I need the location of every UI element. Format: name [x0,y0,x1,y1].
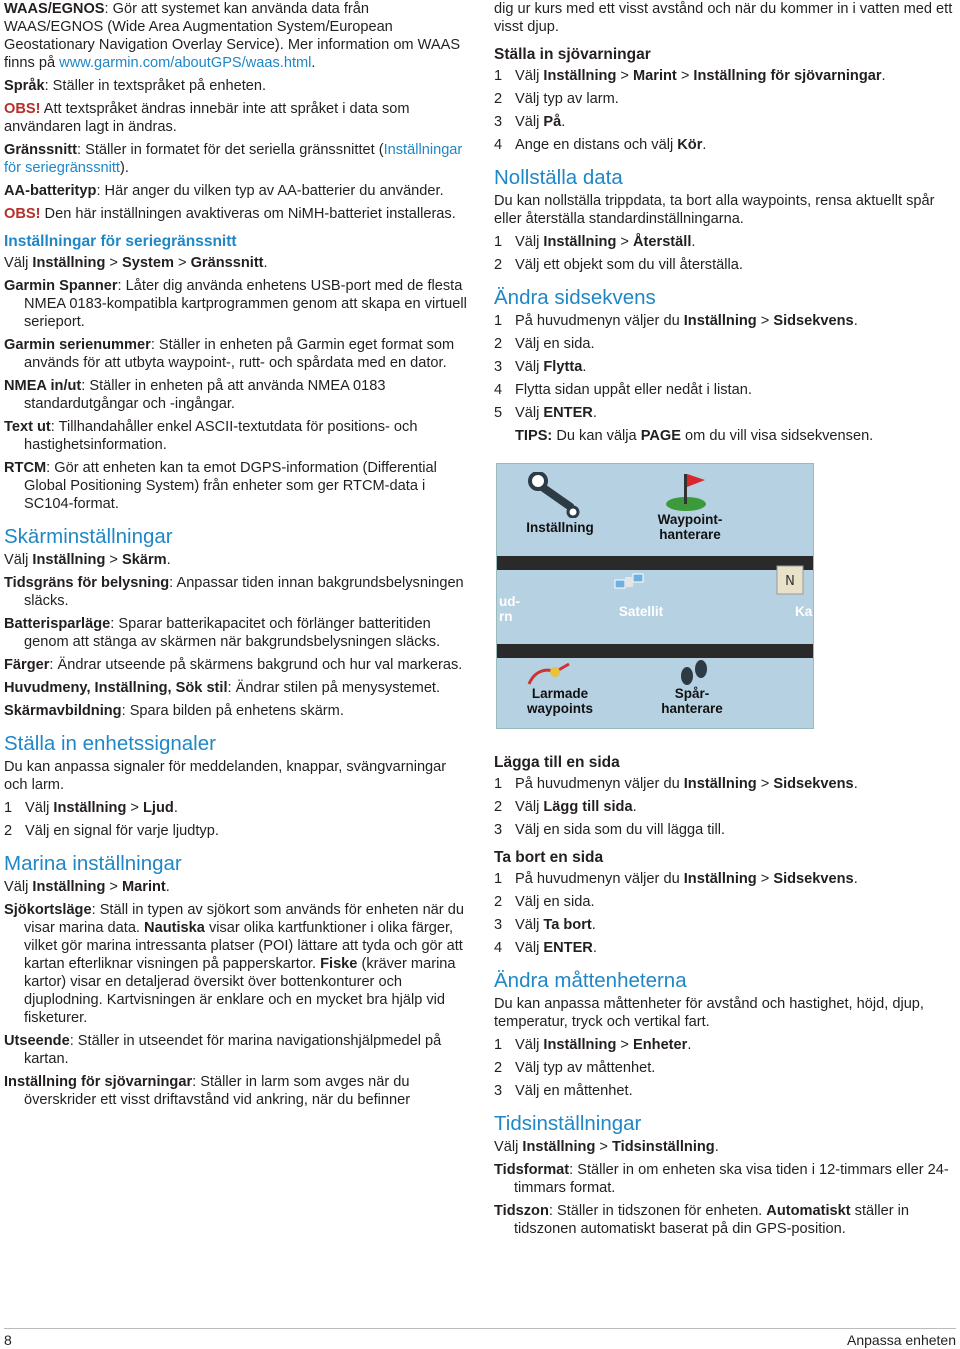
aa-para: AA-batterityp: Här anger du vilken typ av AA-batterier du använder. [4,183,444,199]
sjovarning-para: Inställning för sjövarningar: Ställer in larm som avges när du överskrider ett visst driftavstånd vid ankring, när du befinner [4,1074,411,1108]
step-item: 4 Välj ENTER. [494,940,597,956]
batterisparlage-para: Batterisparläge: Sparar batterikapacitet och förlänger batteritiden genom att stänga av skärmen när bakgrundsbelysningen släcks. [4,616,441,650]
skarm-path: Välj Inställning > Skärm. [4,552,171,568]
step-item: 1 På huvudmenyn väljer du Inställning > Sidsekvens. [494,871,858,887]
satellite-icon [611,568,647,598]
step-item: 3 Välj Ta bort. [494,917,596,933]
skarm-heading: Skärminställningar [4,525,173,548]
obs-note-2: OBS! Den här inställningen avaktiveras om NiMH-batteriet installeras. [4,206,456,222]
device-main-menu-screenshot [496,463,814,729]
textut-para: Text ut: Tillhandahåller enkel ASCII-textutdata för positions- och hastighetsinformation. [4,419,418,453]
tidsgrans-para: Tidsgräns för belysning: Anpassar tiden innan bakgrundsbelysningen släcks. [4,575,464,609]
step-item: 3 Välj Flytta. [494,359,587,375]
step-item: 1 Välj Inställning > Enheter. [494,1037,692,1053]
alarm-waypoints-icon [525,660,573,688]
footer-divider [4,1328,956,1329]
signaler-heading: Ställa in enhetssignaler [4,732,216,755]
sjov-heading: Ställa in sjövarningar [494,46,651,63]
tabort-heading: Ta bort en sida [494,849,604,866]
huvudmeny-para: Huvudmeny, Inställning, Sök stil: Ändrar stilen på menysystemet. [4,680,441,696]
step-item: 4 Ange en distans och välj Kör. [494,137,707,153]
tile-partial-right: Ka [795,604,813,619]
step-item: 5 Välj ENTER. [494,405,597,421]
tile-alarm-waypoints[interactable]: Larmade waypoints [526,686,593,716]
step-item: 2 Välj typ av larm. [494,91,619,107]
step-item: 2 Välj typ av måttenhet. [494,1060,656,1076]
menu-divider [497,556,813,570]
serienummer-para: Garmin serienummer: Ställer in enheten på Garmin eget format som används för att utbyta waypoint-, rutt- och spårdata med en dator. [4,337,455,371]
step-item: 3 Välj På. [494,114,566,130]
granssnitt-para: Gränssnitt: Ställer in formatet för det seriella gränssnittet (Inställningar för seriegränssnitt). [4,142,463,176]
marina-heading: Marina inställningar [4,852,182,875]
step-item: 2 Välj Lägg till sida. [494,799,637,815]
right-column [494,0,954,1243]
serial-settings-link[interactable]: Inställningar för seriegränssnitt [4,142,463,176]
compass-map-icon [775,564,805,596]
tidszon-para: Tidszon: Ställer in tidszonen för enheten. Automatiskt ställer in tidszonen automatiskt baserat på din GPS-position. [494,1203,910,1237]
compass-letter: N [785,574,795,589]
step-item: 3 Välj en sida som du vill lägga till. [494,822,726,838]
step-item: 3 Välj en måttenhet. [494,1083,633,1099]
page-number: 8 [4,1332,12,1348]
skarmavbildning-para: Skärmavbildning: Spara bilden på enhetens skärm. [4,703,344,719]
step-item: 1 Välj Inställning > Marint > Inställning för sjövarningar. [494,68,886,84]
spanner-para: Garmin Spanner: Låter dig använda enhetens USB-port med de flesta NMEA 0183-kompatibla kartprogrammen genom att skapa en virtuell serieport. [4,278,467,330]
tile-track-manager[interactable]: Spår- hanterare [661,686,723,716]
waas-link[interactable]: www.garmin.com/aboutGPS/waas.html [59,55,312,71]
menu-divider [497,644,813,658]
serial-heading: Inställningar för seriegränssnitt [4,233,237,250]
waas-para: WAAS/EGNOS: Gör att systemet kan använda data från WAAS/EGNOS (Wide Area Augmentation System/European Geostationary Navigation Overlay Service). Mer information om WAAS finns på www.garmin.com/aboutGPS/waas.html. [4,1,461,71]
tips-note: TIPS: Du kan välja PAGE om du vill visa sidsekvensen. [515,428,874,444]
left-column [4,0,470,1114]
chapter-title: Anpassa enheten [847,1332,956,1348]
step-item: 1 På huvudmenyn väljer du Inställning > Sidsekvens. [494,776,858,792]
rtcm-para: RTCM: Gör att enheten kan ta emot DGPS-information (Differential Global Positioning System) från enheter som ger RTCM-data i SC104-format. [4,460,437,512]
footprints-icon [675,658,711,688]
matt-intro: Du kan anpassa måttenheter för avstånd och hastighet, höjd, djup, temperatur, tryck och vertikal fart. [494,996,924,1030]
tile-satellite[interactable]: Satellit [618,604,664,619]
tid-heading: Tidsinställningar [494,1112,642,1135]
waypoint-flag-icon [663,470,709,512]
utseende-para: Utseende: Ställer in utseendet för marina navigationshjälpmedel på kartan. [4,1033,442,1067]
step-item: 2 Välj en sida. [494,894,595,910]
nollstalla-heading: Nollställa data [494,166,623,189]
serial-path: Välj Inställning > System > Gränssnitt. [4,255,268,271]
sidsekvens-heading: Ändra sidsekvens [494,286,656,309]
nmea-para: NMEA in/ut: Ställer in enheten på att använda NMEA 0183 standardutgångar och -ingångar. [4,378,386,412]
step-item: 1 På huvudmenyn väljer du Inställning > Sidsekvens. [494,313,858,329]
tile-settings[interactable]: Inställning [526,520,594,535]
marina-path: Välj Inställning > Marint. [4,879,170,895]
tid-path: Välj Inställning > Tidsinställning. [494,1139,719,1155]
wrench-icon [525,472,585,518]
tile-partial-left: ud- rn [499,594,520,624]
matt-heading: Ändra måttenheterna [494,969,687,992]
step-item: 2 Välj ett objekt som du vill återställa. [494,257,743,273]
continuation-para: dig ur kurs med ett visst avstånd och när du kommer in i vatten med ett visst djup. [494,1,953,35]
signaler-intro: Du kan anpassa signaler för meddelanden, knappar, svängvarningar och larm. [4,759,447,793]
step-item: 1 Välj Inställning > Ljud. [4,800,178,816]
tidsformat-para: Tidsformat: Ställer in om enheten ska visa tiden i 12-timmars eller 24-timmars format. [494,1162,949,1196]
nollstalla-intro: Du kan nollställa trippdata, ta bort alla waypoints, rensa aktuellt spår eller återställa standardinställningarna. [494,193,935,227]
obs-note: OBS! Att textspråket ändras innebär inte att språket i data som användaren lagt in ändras. [4,101,410,135]
lagga-heading: Lägga till en sida [494,754,620,771]
step-item: 1 Välj Inställning > Återställ. [494,234,696,250]
sprak-para: Språk: Ställer in textspråket på enheten. [4,78,267,94]
farger-para: Färger: Ändrar utseende på skärmens bakgrund och hur val markeras. [4,657,463,673]
sjokort-para: Sjökortsläge: Ställ in typen av sjökort som används för enheten när du visar marina data. Nautiska visar olika kartfunktioner i olika färger, vilket gör marina intressanta platser (POI) lättare att tyda och gör att kartan efterliknar visningen på papperskartor. Fiske (kräver marina kartor) visar en detaljerad översikt över bottenkonturer och djuplodning. Kartvisningen är enklare och en mycket bra hjälp vid fisketurer. [4,902,464,1026]
step-item: 2 Välj en signal för varje ljudtyp. [4,823,219,839]
step-item: 2 Välj en sida. [494,336,595,352]
step-item: 4 Flytta sidan uppåt eller nedåt i listan. [494,382,752,398]
tile-waypoint-manager[interactable]: Waypoint- hanterare [657,512,723,542]
